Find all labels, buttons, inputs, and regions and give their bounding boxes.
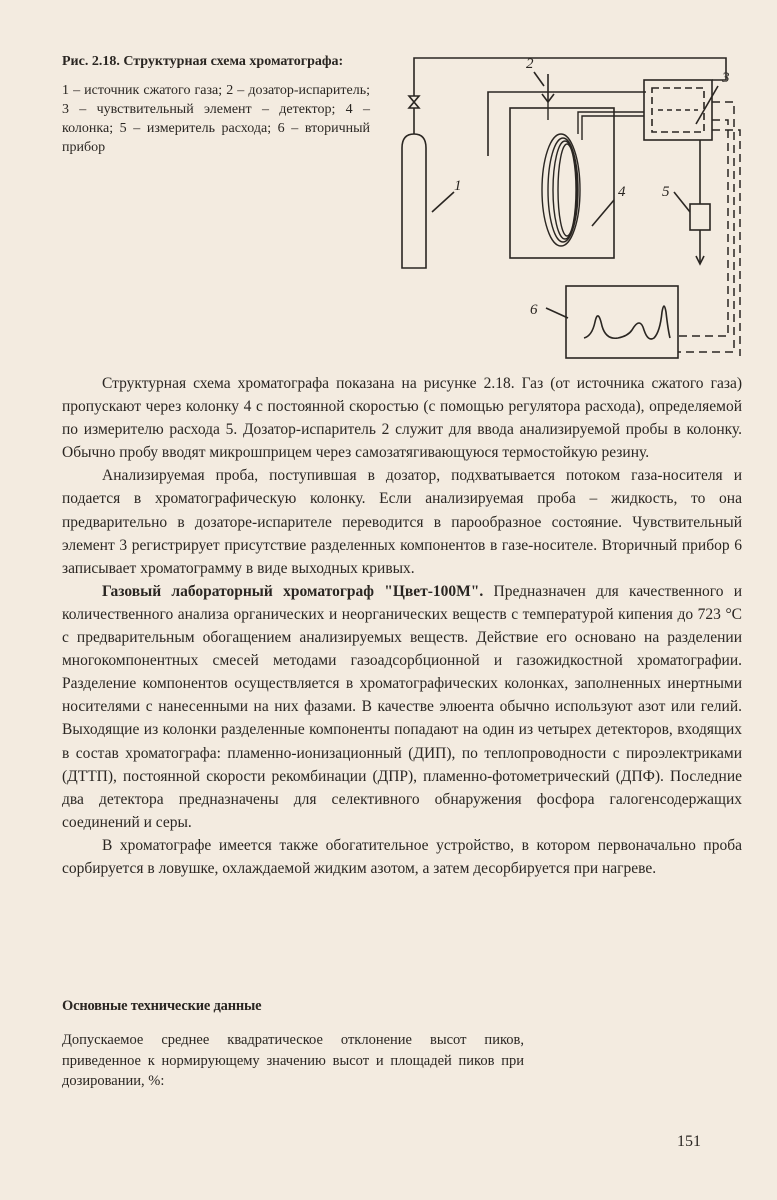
section-title: Основные технические данные	[62, 998, 262, 1014]
chromatograph-diagram	[396, 50, 756, 370]
label-1: 1	[454, 178, 462, 194]
paragraph-enrichment: В хроматографе имеется также обогатительное устройство, в котором первоначально проба сорбируется в ловушке, охлаждаемой жидким азотом, а затем десорбируется при нагреве.	[62, 836, 742, 877]
page-number: 151	[677, 1133, 701, 1150]
paragraph-sample: Анализируемая проба, поступившая в дозатор, подхватывается потоком газа-носителя и подается в хроматографическую колонку. Если анализируемая проба – жидкость, то она предварительно в дозаторе-испарителе переводится в парообразное состояние. Чувствительный элемент 3 регистрирует присутствие разделенных компонентов в газе-носителе. Вторичный прибор 6 записывает хроматограмму в виде выходных кривых.	[62, 467, 742, 577]
chromatogram-curve	[584, 306, 670, 339]
label-2: 2	[526, 56, 534, 72]
figure-caption	[62, 52, 370, 157]
thermostat-box	[510, 108, 614, 258]
figure-caption-legend: 1 – источник сжатого газа; 2 – дозатор-испаритель; 3 – чувствительный элемент – детектор; 4 – колонка; 5 – измеритель расхода; 6 – вторичный прибор	[62, 83, 370, 155]
paragraph-structure: Структурная схема хроматографа показана на рисунке 2.18. Газ (от источника сжатого газа) пропускают через колонку 4 с постоянной скоростью (с помощью регулятора расхода), определяемой по измерителю расхода 5. Дозатор-испаритель 2 служит для ввода анализируемой пробы в колонку. Обычно пробу вводят микрошприцем через самозатягивающуюся термостойкую резину.	[62, 375, 742, 462]
label-5: 5	[662, 184, 670, 200]
device-description: Предназначен для качественного и количественного анализа органических и неорганических веществ с температурой кипения до 723 °С с предварительным обогащением анализируемых веществ. Действие его основано на разделении многокомпонентных смесей методами газоадсорбционной и газожидкостной хроматографии. Разделение компонентов осуществляется в хроматографических колонках, заполненных инертными носителями с нанесенными на них фазами. В качестве элюента обычно используют азот или гелий. Выходящие из колонки разделенные компоненты попадают на один из четырех детекторов, входящих в состав хроматографа: пламенно-ионизационный (ДИП), по теплопроводности с пироэлектриками (ДТТП), постоянной скорости рекомбинации (ДПР), пламенно-фотометрический (ДПФ). Последние два детектора предназначены для селективного обнаружения фосфора галогенсодержащих соединений и серы.	[62, 582, 742, 831]
label-3: 3	[722, 70, 730, 86]
gas-cylinder	[402, 134, 426, 268]
spec-text: Допускаемое среднее квадратическое отклонение высот пиков, приведенное к нормирующему значению высот и площадей пиков при дозировании, %:	[62, 1032, 524, 1089]
device-name: Газовый лабораторный хроматограф "Цвет-100М".	[102, 582, 484, 600]
label-6: 6	[530, 302, 538, 318]
label-4: 4	[618, 184, 626, 200]
figure-caption-title: Рис. 2.18. Структурная схема хроматографа:	[62, 54, 344, 69]
carrier-gas-line	[414, 58, 726, 96]
flowmeter-5	[690, 204, 710, 230]
paragraph-device	[62, 580, 742, 834]
main-text	[62, 372, 742, 880]
valve-symbol	[409, 96, 419, 108]
